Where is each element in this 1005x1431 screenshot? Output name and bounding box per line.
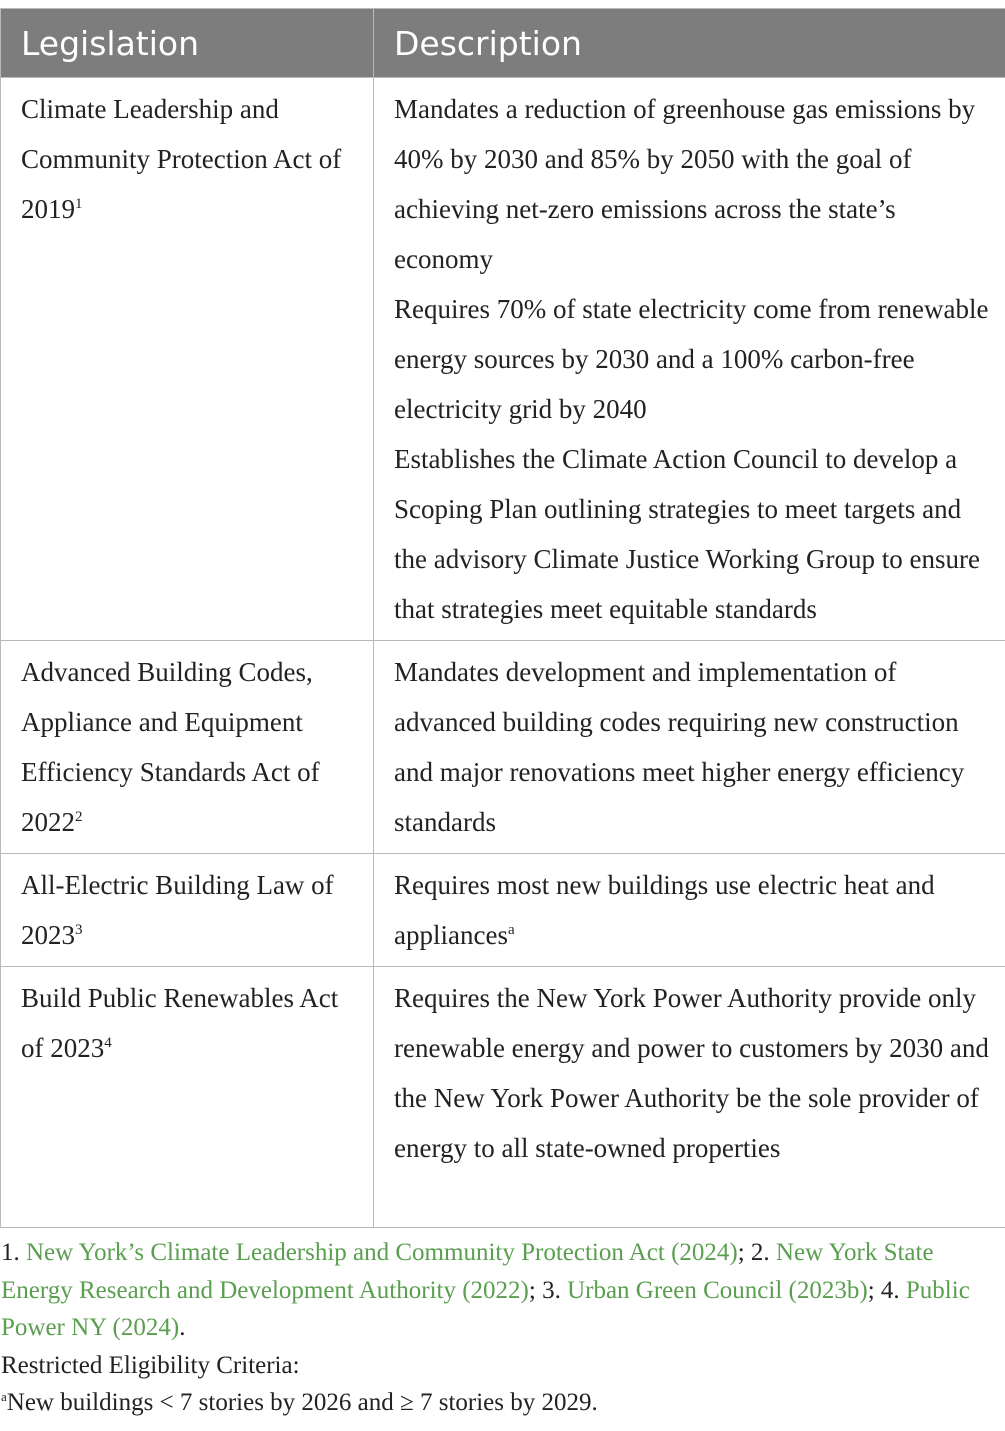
legislation-cell bbox=[1, 641, 374, 854]
table-row bbox=[1, 78, 1005, 641]
header-description: Description bbox=[374, 9, 1005, 78]
table-row bbox=[1, 641, 1005, 854]
source-number: 3. bbox=[542, 1276, 561, 1304]
description-line: Requires 70% of state electricity come from renewable energy sources by 2030 and a 100% carbon-free electricity grid by 2040 bbox=[394, 294, 989, 424]
footnote-marker: a bbox=[507, 922, 515, 938]
table-row bbox=[1, 967, 1005, 1228]
description-line: Requires the New York Power Authority provide only renewable energy and power to customers by 2030 and the New York Power Authority be the sole provider of energy to all state-owned properties bbox=[394, 983, 989, 1163]
description-cell bbox=[374, 967, 1005, 1228]
legislation-cell bbox=[1, 78, 374, 641]
description-line: Requires most new buildings use electric heat and appliances bbox=[394, 870, 935, 950]
source-link[interactable]: New York State Energy Research and Development Authority (2022) bbox=[1, 1239, 934, 1304]
table-header-row bbox=[1, 9, 1005, 78]
footnote-marker: 2 bbox=[75, 809, 83, 825]
criteria-note bbox=[1, 1384, 1001, 1422]
description-cell bbox=[374, 78, 1005, 641]
legislation-name: Climate Leadership and Community Protection Act of 2019 bbox=[21, 94, 342, 224]
source-separator: ; bbox=[867, 1276, 875, 1304]
table-row bbox=[1, 854, 1005, 967]
footnote-marker: a bbox=[1, 1389, 7, 1404]
legislation-cell bbox=[1, 967, 374, 1228]
source-link[interactable]: Public Power NY (2024) bbox=[1, 1276, 970, 1341]
table-footnotes bbox=[1, 1234, 1001, 1422]
description-line: Mandates a reduction of greenhouse gas emissions by 40% by 2030 and 85% by 2050 with the goal of achieving net-zero emissions across the state’s economy bbox=[394, 94, 976, 274]
description-line: Mandates development and implementation of advanced building codes requiring new construction and major renovations meet higher energy efficiency standards bbox=[394, 657, 965, 837]
source-link[interactable]: New York’s Climate Leadership and Community Protection Act (2024) bbox=[26, 1239, 738, 1266]
source-number: 1. bbox=[1, 1239, 20, 1266]
description-line: Establishes the Climate Action Council to develop a Scoping Plan outlining strategies to meet targets and the advisory Climate Justice Working Group to ensure that strategies meet equitable standards bbox=[394, 444, 980, 624]
criteria-text: New buildings < 7 stories by 2026 and ≥ 7 stories by 2029. bbox=[6, 1389, 598, 1416]
description-cell bbox=[374, 641, 1005, 854]
source-list bbox=[1, 1234, 1001, 1347]
legislation-name: All-Electric Building Law of 2023 bbox=[21, 870, 334, 950]
source-link[interactable]: Urban Green Council (2023b) bbox=[567, 1276, 868, 1304]
source-number: 4. bbox=[880, 1276, 900, 1304]
legislation-name: Build Public Renewables Act of 2023 bbox=[21, 983, 339, 1063]
source-number: 2. bbox=[750, 1239, 770, 1266]
source-separator: ; bbox=[737, 1239, 745, 1266]
source-separator: . bbox=[179, 1314, 186, 1341]
header-legislation: Legislation bbox=[1, 9, 374, 78]
footnote-marker: 4 bbox=[104, 1035, 112, 1051]
description-cell bbox=[374, 854, 1005, 967]
criteria-label: Restricted Eligibility Criteria: bbox=[1, 1351, 300, 1379]
legislation-table bbox=[0, 8, 1005, 1228]
source-separator: ; bbox=[528, 1276, 536, 1304]
footnote-marker: 3 bbox=[75, 922, 83, 938]
legislation-cell bbox=[1, 854, 374, 967]
legislation-name: Advanced Building Codes, Appliance and Equipment Efficiency Standards Act of 2022 bbox=[21, 657, 320, 837]
footnote-marker: 1 bbox=[75, 196, 83, 212]
